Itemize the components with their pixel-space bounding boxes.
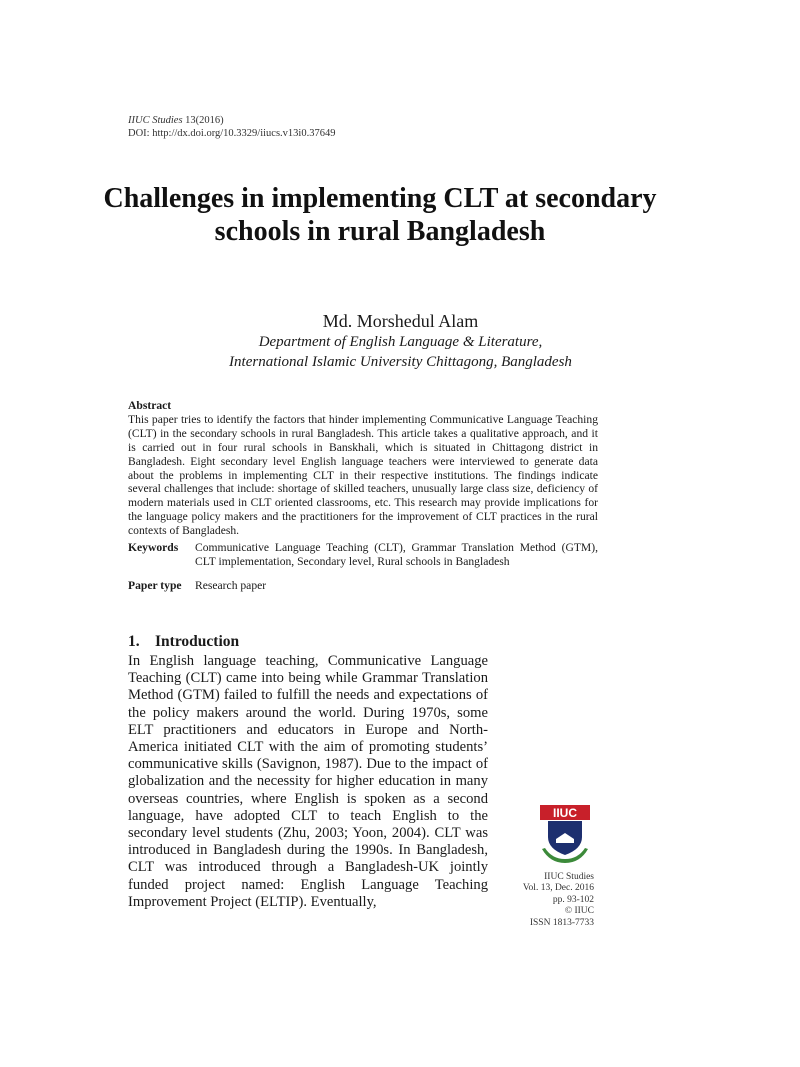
journal-header <box>128 114 335 140</box>
sidebar-pages: pp. 93-102 <box>552 894 594 905</box>
author-department: Department of English Language & Literature, <box>258 334 543 350</box>
paper-type-value: Research paper <box>195 578 267 592</box>
abstract-text: This paper tries to identify the factors that hinder implementing Communicative Language Teaching (CLT) in the secondary schools in rural Bangladesh. This article takes a qualitative approach, and it is carried out in four rural schools in Banskhali, which is situated in Chittagong district in Bangladesh. Eight secondary level English language teachers were interviewed to generate data about the problems in implementing CLT in their respective institutions. The findings indicate several challenges that include: shortage of skilled teachers, unusually large class size, deficiency of modern materials used in CLT oriented classrooms, etc. This research may provide implications for the language policy makers and the practitioners for the improvement of CLT practices in the rural contexts of Bangladesh. <box>128 412 598 538</box>
keywords-value: Communicative Language Teaching (CLT), Grammar Translation Method (GTM), CLT implementation, Secondary level, Rural schools in Bangladesh <box>195 541 598 568</box>
section-heading <box>128 633 239 651</box>
abstract-section <box>128 399 598 593</box>
sidebar-copyright: © IIUC <box>564 906 594 917</box>
paper-type-row <box>128 579 598 593</box>
sidebar-issn: ISSN 1813-7733 <box>529 917 594 928</box>
sidebar-volume: Vol. 13, Dec. 2016 <box>522 883 594 894</box>
abstract-heading: Abstract <box>128 399 172 412</box>
keywords-label: Keywords <box>128 541 179 555</box>
paper-title: Challenges in implementing CLT at secondary schools in rural Bangladesh <box>103 183 657 247</box>
doi-line[interactable]: DOI: http://dx.doi.org/10.3329/iiucs.v13i0.37649 <box>128 128 336 139</box>
journal-sidebar <box>510 872 594 929</box>
journal-name: IIUC Studies <box>128 115 183 126</box>
section-title: Introduction <box>155 633 240 650</box>
journal-citation <box>128 114 335 127</box>
logo-text: IIUC <box>553 806 577 820</box>
paper-type-label: Paper type <box>128 578 182 592</box>
introduction-text: In English language teaching, Communicative Language Teaching (CLT) came into being while Grammar Translation Method (GTM) failed to fulfill the needs and expectations of the policy makers around the world. During 1970s, some ELT practitioners and educators in Europe and North-America initiated CLT with the aim of promoting students’ communicative skills (Savignon, 1987). Due to the impact of globalization and the necessity for higher education in many overseas countries, where English is spoken as a second language, have adopted CLT to teach English to the secondary level students (Zhu, 2003; Yoon, 2004). CLT was introduced in Bangladesh during the 1990s. In Bangladesh, CLT was introduced through a Bangladesh-UK jointly funded project named: English Language Teaching Improvement Project (ELTIP). Eventually, <box>128 653 488 910</box>
author-institution: International Islamic University Chittagong, Bangladesh <box>229 354 572 370</box>
sidebar-journal: IIUC Studies <box>544 872 594 882</box>
iiuc-logo <box>538 805 592 867</box>
author-block <box>128 310 673 372</box>
section-number: 1. <box>128 633 140 650</box>
author-name: Md. Morshedul Alam <box>322 311 479 331</box>
keywords-row <box>128 541 598 569</box>
journal-volume: 13(2016) <box>182 115 224 126</box>
